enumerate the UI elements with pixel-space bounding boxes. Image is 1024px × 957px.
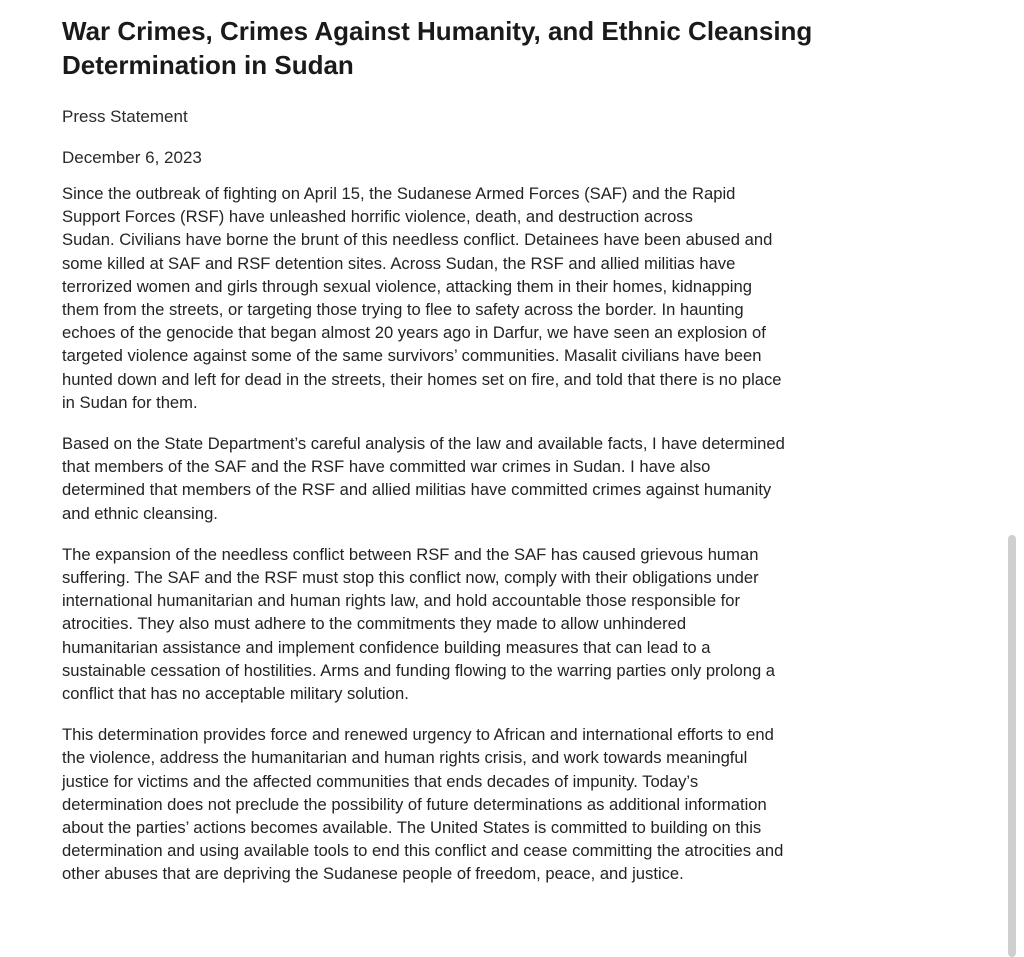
paragraph-4: This determination provides force and renewed urgency to African and international efforts to end the violence, address the humanitarian and human rights crisis, and work towards meaningful justice for victims and the affected communities that ends decades of impunity. Today’s determination does not preclude the possibility of future determinations as additional information about the parties’ actions becomes available. The United States is committed to building on this determination and using available tools to end this conflict and cease committing the atrocities and other abuses that are depriving the Sudanese people of freedom, peace, and justice. (62, 725, 784, 884)
page-title: War Crimes, Crimes Against Humanity, and Ethnic Cleansing Determination in Sudan (62, 16, 813, 80)
vertical-scrollbar[interactable] (1008, 535, 1016, 957)
paragraph-2: Based on the State Department’s careful analysis of the law and available facts, I have determined that members of the SAF and the RSF have committed war crimes in Sudan. I have also determined that members of the RSF and allied militias have committed crimes against humanity and ethnic cleansing. (62, 434, 785, 523)
statement-type: Press Statement (62, 107, 188, 126)
press-statement-page (62, 14, 942, 886)
paragraph-3: The expansion of the needless conflict between RSF and the SAF has caused grievous human suffering. The SAF and the RSF must stop this conflict now, comply with their obligations under international humanitarian and human rights law, and hold accountable those responsible for atrocities. They also must adhere to the commitments they made to allow unhindered humanitarian assistance and implement confidence building measures that can lead to a sustainable cessation of hostilities. Arms and funding flowing to the warring parties only prolong a conflict that has no acceptable military solution. (62, 544, 776, 704)
statement-date: December 6, 2023 (62, 148, 202, 167)
paragraph-1: Since the outbreak of fighting on April 15, the Sudanese Armed Forces (SAF) and the Rapid Support Forces (RSF) have unleashed horrific violence, death, and destruction across Sudan. Civilians have borne the brunt of this needless conflict. Detainees have been abused and some killed at SAF and RSF detention sites. Across Sudan, the RSF and allied militias have terrorized women and girls through sexual violence, attacking them in their homes, kidnapping them from the streets, or targeting those trying to flee to safety across the border. In haunting echoes of the genocide that began almost 20 years ago in Darfur, we have seen an explosion of targeted violence against some of the same survivors’ communities. Masalit civilians have been hunted down and left for dead in the streets, their homes set on fire, and told that there is no place in Sudan for them. (62, 184, 782, 412)
